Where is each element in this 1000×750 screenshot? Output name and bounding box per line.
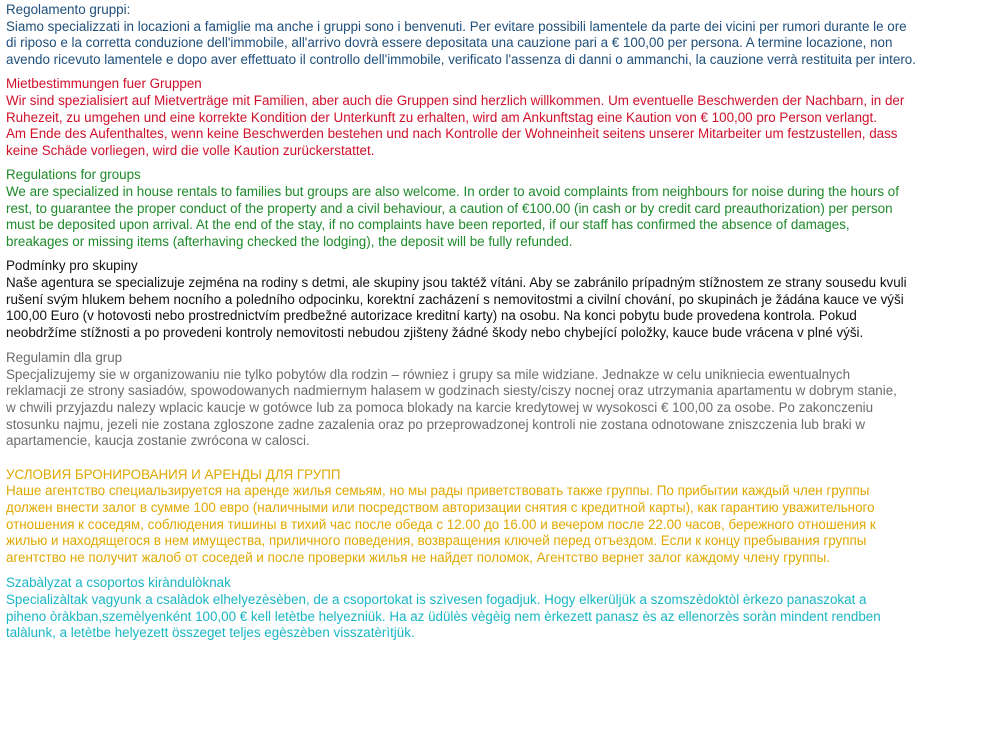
section-title-czech: Podmínky pro skupiny	[6, 258, 138, 274]
section-body-italian: Siamo specializzati in locazioni a famiglie ma anche i gruppi sono i benvenuti. Per evitare possibili lamentele da parte dei vicini per rumori durante le ore di riposo e la corretta conduzione dell'immobile, all'arrivo dovrà essere depositata una cauzione pari a € 100,00 per persona. A termine locazione, non avendo ricevuto lamentele e dopo aver effettuato il controllo dell'immobile, verificato l'assenza di danni o ammanchi, la cauzione verrà restituita per intero.	[6, 18, 916, 67]
section-italian	[6, 2, 996, 68]
section-hungarian	[6, 575, 996, 641]
section-german	[6, 76, 996, 159]
section-title-polish: Regulamin dla grup	[6, 350, 123, 366]
section-body-german: Wir sind spezialisiert auf Mietverträge mit Familien, aber auch die Gruppen sind herzlich willkommen. Um eventuelle Beschwerden der Nachbarn, in der Ruhezeit, zu umgehen und eine korrekte Kondition der Unterkunft zu erhalten, wird am Ankunftstag eine Kaution von € 100,00 pro Person verlangt. Am Ende des Aufenthaltes, wenn keine Beschwerden bestehen und nach Kontrolle der Wohneinheit seitens unserer Mitarbeiter um festzustellen, dass keine Schäde vorliegen, wird die volle Kaution zurückerstattet.	[6, 92, 905, 158]
section-title-italian: Regolamento gruppi:	[6, 2, 131, 17]
section-russian	[6, 467, 996, 567]
section-body-russian: Наше агентство специальзируется на аренде жилья семьям, но мы рады приветствовать также группы. По прибытии каждый член группы должен внести залог в сумме 100 евро (наличными или посредством авторизации снятия с кредитной карты), как гарантию уважительного отношения к соседям, соблюдения тишины в тихий час после обеда с 12.00 до 16.00 и вечером после 22.00 часов, бережного отношения к жилью и находящегося в нем имущества, приличного поведения, возвращения ключей перед отъездом. Если к концу пребывания группы агентство не получит жалоб от соседей и после проверки жилья не найдет поломок, Агентство вернет залог каждому члену группы.	[6, 483, 876, 565]
section-body-english: We are specialized in house rentals to families but groups are also welcome. In order to avoid complaints from neighbours for noise during the hours of rest, to guarantee the proper conduct of the property and a civil behaviour, a caution of €100.00 (in cash or by credit card preauthorization) per person must be deposited upon arrival. At the end of the stay, if no complaints have been reported, if our staff has confirmed the absence of damages, breakages or missing items (afterhaving checked the lodging), the deposit will be fully refunded.	[6, 183, 899, 249]
group-rental-regulations	[6, 2, 996, 642]
section-body-czech: Naše agentura se specializuje zejména na rodiny s detmi, ale skupiny jsou taktéž vítáni. Aby se zabránilo prípadným stížnostem ze strany sousedu kvuli rušení svým hlukem behem nocního a poledního odpocinku, korektní zacházení s nemovitostmi a civilní chování, po skupinách je žádána kauce ve výši 100,00 Euro (v hotovosti nebo prostrednictvím predbežné autorizace kreditní karty) na osobu. Na konci pobytu bude provedena kontrola. Pokud neobdržíme stížnosti a po provedeni kontroly nemovitosti nebudou zjišteny žádné škody nebo chybející položky, kauce bude vrácena v plné výši.	[6, 274, 907, 340]
section-title-russian: УСЛОВИЯ БРОНИРОВАНИЯ И АРЕНДЫ ДЛЯ ГРУПП	[6, 466, 341, 482]
section-body-polish: Specjalizujemy sie w organizowaniu nie tylko pobytów dla rodzin – równiez i grupy sa mile widziane. Jednakze w celu unikniecia ewentualnych reklamacji ze strony sasiadów, spowodowanych nadmiernym halasem w godzinach siesty/ciszy nocnej oraz utrzymania apartamentu w dobrym stanie, w chwili przyjazdu nalezy wplacic kaucje w gotówce lub za pomoca blokady na karcie kredytowej w wysokosci € 100,00 za osobe. Po zakonczeniu stosunku najmu, jezeli nie zostana zgloszone zadne zazalenia oraz po przeprowadzonej kontroli nie zostana odnotowane zniszczenia lub braki w apartamencie, kaucja zostanie zwrócona w calosci.	[6, 366, 897, 449]
section-czech	[6, 258, 996, 341]
section-body-hungarian: Specializàltak vagyunk a csalàdok elhelyezèsèben, de a csoportokat is szìvesen fogadjuk. Hogy elkerüljük a szomszèdoktòl èrkezo panaszokat a piheno òràkban,szemèlyenként 100,00 € kell letètbe helyezniük. Ha az üdülès vègèig nem èrkezett panasz ès az ellenorzès soràn mindent rendben talàlunk, a letètbe helyezett összeget teljes egèszèben visszatèrìtjük.	[6, 592, 881, 641]
section-polish	[6, 350, 996, 450]
section-title-german: Mietbestimmungen fuer Gruppen	[6, 76, 202, 92]
section-english	[6, 167, 996, 250]
section-title-english: Regulations for groups	[6, 167, 141, 183]
section-title-hungarian: Szabàlyzat a csoportos kiràndulòknak	[6, 575, 231, 591]
